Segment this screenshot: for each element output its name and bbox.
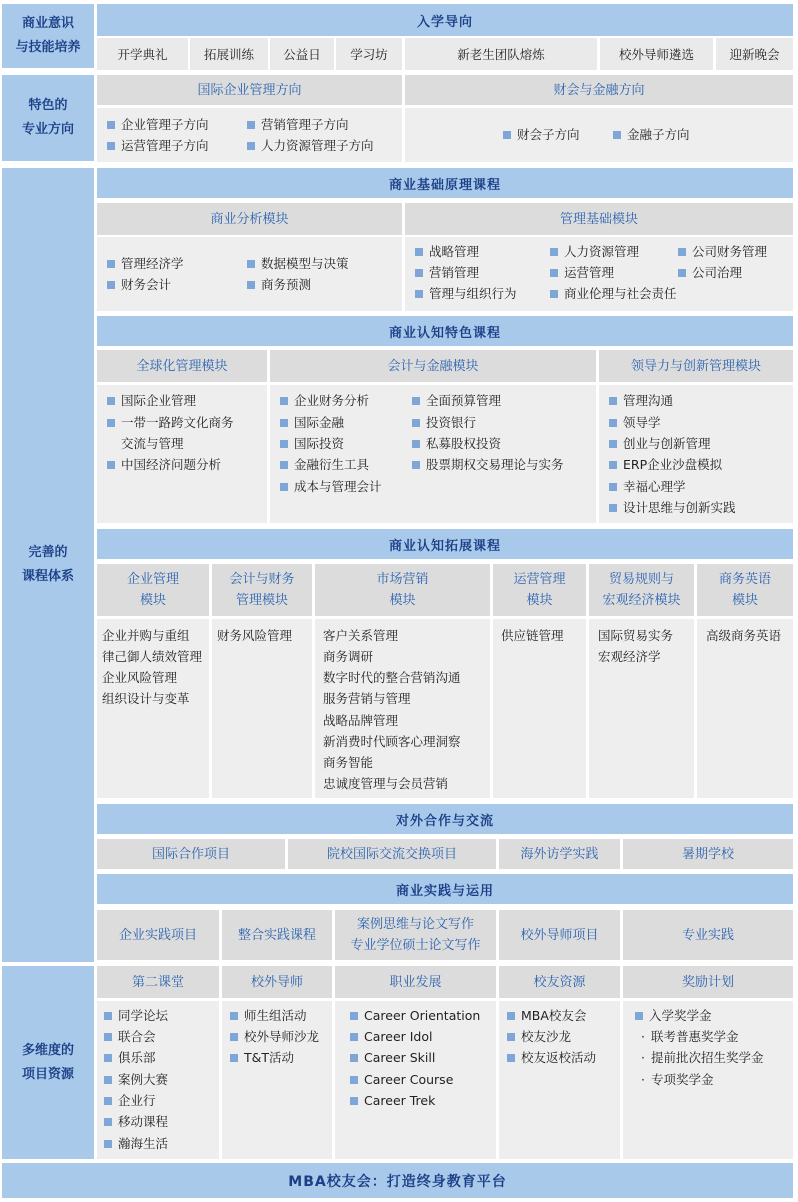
feature-module-leadership-content [599, 385, 793, 523]
list-item: 股票期权交易理论与实务 [412, 455, 564, 475]
extension-module-title: 商务英语 模块 [697, 564, 793, 616]
list-item: 新消费时代顾客心理洞察 [323, 734, 461, 749]
direction-finance-content [405, 108, 793, 162]
list-item: 营销管理子方向 [247, 115, 349, 135]
list-item: 运营管理 [550, 263, 614, 283]
side-label-curriculum-text: 完善的 课程体系 [21, 545, 74, 584]
list-item: 客户关系管理 [323, 628, 399, 643]
list-item: 商务预测 [247, 275, 311, 295]
resource-column-title: 奖励计划 [623, 966, 793, 998]
list-item: 商业伦理与社会责任 [550, 284, 677, 304]
list-item: Career Idol [350, 1027, 433, 1047]
extension-module-title: 会计与财务 管理模块 [212, 564, 312, 616]
basic-module-analysis-title: 商业分析模块 [97, 203, 402, 235]
feature-courses-header: 商业认知特色课程 [97, 316, 793, 346]
side-label-resources-text: 多维度的 项目资源 [21, 1042, 74, 1082]
practice-item: 校外导师项目 [499, 910, 620, 960]
list-item: 管理沟通 [609, 391, 673, 411]
extension-module-content [315, 619, 490, 798]
list-item: 数据模型与决策 [247, 254, 349, 274]
list-item: 投资银行 [412, 413, 476, 433]
side-label-directions-text: 特色的 专业方向 [21, 98, 74, 137]
orientation-header: 入学导向 [97, 4, 793, 36]
list-item: 营销管理 [415, 263, 479, 283]
orientation-tag: 拓展训练 [190, 38, 268, 70]
resource-column-content [335, 1001, 496, 1159]
orientation-tag: 迎新晚会 [716, 38, 793, 70]
list-item: 领导学 [609, 413, 661, 433]
list-item: 国际投资 [280, 434, 344, 454]
list-item: 金融子方向 [613, 125, 690, 145]
list-item: 商务智能 [323, 755, 374, 770]
extension-module-title: 运营管理 模块 [493, 564, 586, 616]
basic-module-analysis-content [97, 237, 402, 311]
orientation-tag: 新老生团队熔炼 [405, 38, 597, 70]
list-item: T&T活动 [230, 1048, 294, 1068]
list-item: 校外导师沙龙 [230, 1027, 319, 1047]
list-item: 运营管理子方向 [107, 136, 209, 156]
list-item: ERP企业沙盘模拟 [609, 455, 722, 475]
list-item: 校友沙龙 [507, 1027, 571, 1047]
cooperation-item: 海外访学实践 [499, 839, 620, 869]
list-item: 中国经济问题分析 [107, 455, 221, 475]
list-item: Career Trek [350, 1091, 435, 1111]
resource-column-title: 校友资源 [499, 966, 620, 998]
list-item: 商务调研 [323, 649, 374, 664]
list-item: 创业与创新管理 [609, 434, 711, 454]
resource-column-title: 校外导师 [222, 966, 332, 998]
resource-column-title: 第二课堂 [97, 966, 219, 998]
list-item: 供应链管理 [501, 628, 564, 643]
list-item: 宏观经济学 [598, 649, 661, 664]
feature-module-global-content [97, 385, 267, 523]
orientation-tag: 开学典礼 [97, 38, 188, 70]
list-item: 公司治理 [678, 263, 742, 283]
extension-module-content [97, 619, 209, 798]
direction-intl-content [97, 108, 402, 162]
extension-courses-header: 商业认知拓展课程 [97, 529, 793, 559]
practice-item: 案例思维与论文写作 专业学位硕士论文写作 [335, 910, 496, 960]
extension-module-content [212, 619, 312, 798]
list-item: 国际贸易实务 [598, 628, 674, 643]
list-item: 校友返校活动 [507, 1048, 596, 1068]
extension-module-title: 市场营销 模块 [315, 564, 490, 616]
list-item: 私募股权投资 [412, 434, 501, 454]
list-item: 公司财务管理 [678, 242, 767, 262]
list-item: 一带一路跨文化商务 [107, 413, 234, 433]
list-item: 人力资源管理 [550, 242, 639, 262]
extension-module-title: 企业管理 模块 [97, 564, 209, 616]
basic-module-management-title: 管理基础模块 [405, 203, 793, 235]
list-item: 幸福心理学 [609, 477, 686, 497]
extension-module-content [589, 619, 694, 798]
list-item: 金融衍生工具 [280, 455, 369, 475]
cooperation-item: 院校国际交流交换项目 [288, 839, 496, 869]
list-item: · 联考普惠奖学金 [641, 1029, 739, 1044]
list-item: 战略管理 [415, 242, 479, 262]
feature-module-finance-content [270, 385, 596, 523]
practice-item: 企业实践项目 [97, 910, 219, 960]
side-label-curriculum [2, 168, 94, 962]
list-item: 国际金融 [280, 413, 344, 433]
practice-item: 整合实践课程 [222, 910, 332, 960]
list-item: 同学论坛 [104, 1006, 168, 1026]
list-item: 全面预算管理 [412, 391, 501, 411]
feature-module-global-title: 全球化管理模块 [97, 350, 267, 382]
list-item: Career Skill [350, 1048, 435, 1068]
list-item: · 专项奖学金 [641, 1072, 714, 1087]
list-item: Career Orientation [350, 1006, 480, 1026]
list-item: 财会子方向 [503, 125, 580, 145]
list-item: 案例大赛 [104, 1070, 168, 1090]
list-item: 忠诚度管理与会员营销 [323, 776, 449, 791]
basic-module-management-content [405, 237, 793, 311]
list-item: 企业管理子方向 [107, 115, 209, 135]
list-item: 组织设计与变革 [102, 691, 190, 706]
side-label-skills [2, 4, 94, 68]
list-item: 入学奖学金 [635, 1006, 712, 1026]
side-label-directions [2, 75, 94, 161]
list-item: 财务会计 [107, 275, 171, 295]
list-item: 企业并购与重组 [102, 628, 190, 643]
list-item: 管理经济学 [107, 254, 184, 274]
resource-column-content [623, 1001, 793, 1159]
direction-finance-header: 财会与金融方向 [405, 75, 793, 105]
feature-module-leadership-title: 领导力与创新管理模块 [599, 350, 793, 382]
list-item: 移动课程 [104, 1112, 168, 1132]
list-item: 高级商务英语 [706, 628, 782, 643]
list-item: 俱乐部 [104, 1048, 156, 1068]
cooperation-item: 暑期学校 [623, 839, 793, 869]
list-item: 联合会 [104, 1027, 156, 1047]
practice-header: 商业实践与运用 [97, 874, 793, 904]
resource-column-content [97, 1001, 219, 1159]
extension-module-title: 贸易规则与 宏观经济模块 [589, 564, 694, 616]
basic-courses-header: 商业基础原理课程 [97, 168, 793, 198]
alumni-footer: MBA校友会：打造终身教育平台 [2, 1163, 793, 1198]
resource-column-content [499, 1001, 620, 1159]
list-item: 服务营销与管理 [323, 691, 411, 706]
side-label-resources [2, 966, 94, 1159]
list-item: MBA校友会 [507, 1006, 586, 1026]
list-item: 成本与管理会计 [280, 477, 382, 497]
extension-module-content [697, 619, 793, 798]
list-item: 国际企业管理 [107, 391, 196, 411]
list-item: 瀚海生活 [104, 1134, 168, 1154]
list-item: · 提前批次招生奖学金 [641, 1050, 764, 1065]
resource-column-title: 职业发展 [335, 966, 496, 998]
list-item: 企业风险管理 [102, 670, 178, 685]
direction-intl-header: 国际企业管理方向 [97, 75, 402, 105]
list-item: 师生组活动 [230, 1006, 307, 1026]
list-item: 管理与组织行为 [415, 284, 517, 304]
cooperation-header: 对外合作与交流 [97, 804, 793, 834]
orientation-tag: 学习坊 [336, 38, 402, 70]
list-item: 人力资源管理子方向 [247, 136, 374, 156]
list-item: 企业财务分析 [280, 391, 369, 411]
list-item: 数字时代的整合营销沟通 [323, 670, 461, 685]
practice-item: 专业实践 [623, 910, 793, 960]
list-item: 战略品牌管理 [323, 713, 399, 728]
list-item: 企业行 [104, 1091, 156, 1111]
side-label-skills-text: 商业意识 与技能培养 [15, 16, 81, 55]
orientation-tag: 校外导师遴选 [600, 38, 713, 70]
extension-module-content [493, 619, 586, 798]
resource-column-content [222, 1001, 332, 1159]
orientation-tag: 公益日 [270, 38, 334, 70]
cooperation-item: 国际合作项目 [97, 839, 285, 869]
list-item: 财务风险管理 [217, 628, 293, 643]
list-item: Career Course [350, 1070, 453, 1090]
list-item: 律己御人绩效管理 [102, 649, 203, 664]
feature-module-finance-title: 会计与金融模块 [270, 350, 596, 382]
list-item: 设计思维与创新实践 [609, 498, 736, 518]
list-item-continuation: 交流与管理 [121, 436, 184, 451]
